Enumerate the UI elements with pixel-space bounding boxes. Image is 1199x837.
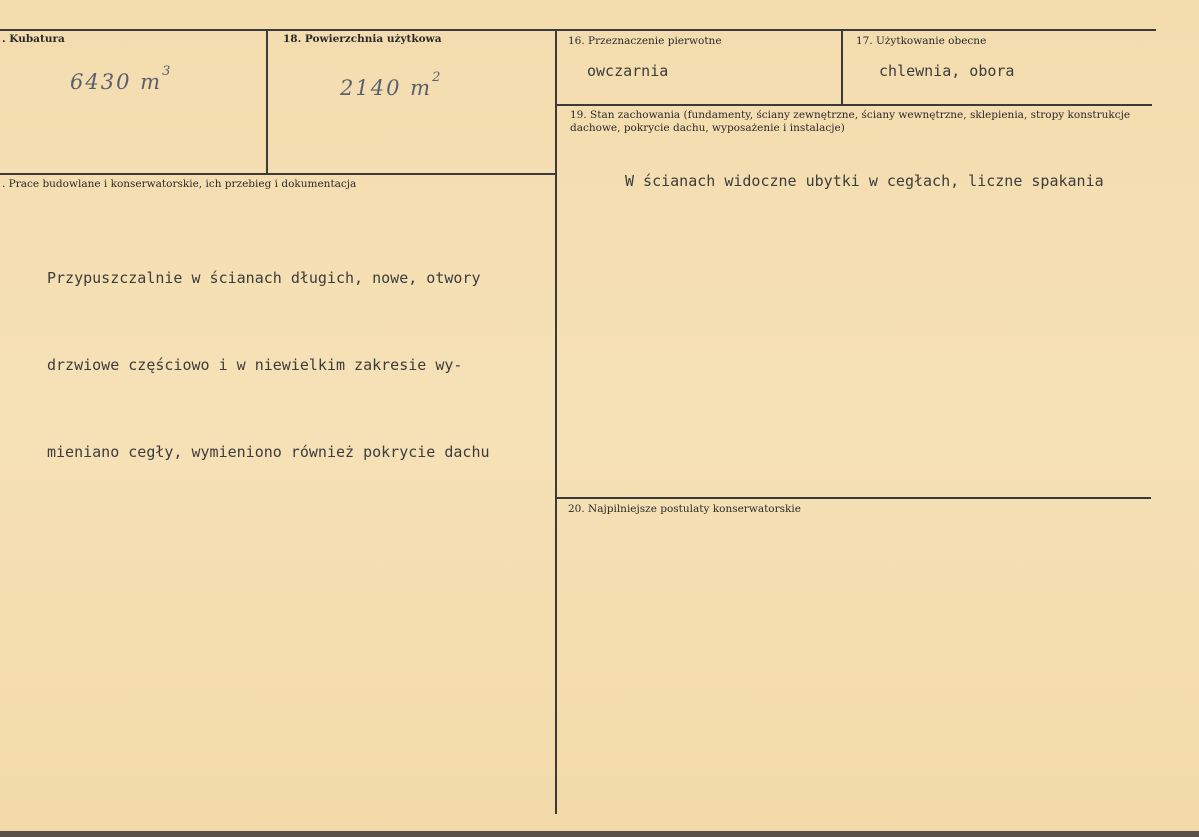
top-rule bbox=[0, 29, 1156, 31]
kubatura-number: 6430 bbox=[70, 70, 132, 94]
przeznaczenie-value: owczarnia bbox=[587, 62, 669, 80]
powierzchnia-value bbox=[340, 70, 441, 100]
postulaty-label: 20. Najpilniejsze postulaty konserwatorskie bbox=[568, 503, 801, 515]
rule-above-postulaty bbox=[555, 497, 1151, 499]
uzytkowanie-label: 17. Użytkowanie obecne bbox=[856, 35, 987, 47]
kubatura-value bbox=[70, 64, 171, 94]
powierzchnia-unit: m bbox=[410, 76, 433, 100]
stan-label: 19. Stan zachowania (fundamenty, ściany zewnętrzne, ściany wewnętrzne, sklepienia, stropy konstrukcje dachowe, pokrycie dachu, wyposażenie i instalacje) bbox=[570, 109, 1131, 134]
przeznaczenie-label: 16. Przeznaczenie pierwotne bbox=[568, 35, 722, 47]
kubatura-exponent: 3 bbox=[162, 64, 171, 79]
stan-value: W ścianach widoczne ubytki w cegłach, liczne spakania bbox=[625, 172, 1104, 190]
prace-line-2: drzwiowe częściowo i w niewielkim zakresie wy- bbox=[47, 356, 463, 374]
uzytkowanie-value: chlewnia, obora bbox=[879, 62, 1015, 80]
card-bottom-edge bbox=[0, 831, 1199, 837]
prace-line-3: mieniano cegły, wymieniono również pokrycie dachu bbox=[47, 443, 490, 461]
divider-main-column bbox=[555, 29, 557, 814]
kubatura-label: . Kubatura bbox=[2, 33, 65, 45]
rule-under-usage bbox=[555, 104, 1152, 106]
divider-kubatura-powierzchnia bbox=[266, 29, 268, 174]
powierzchnia-number: 2140 bbox=[340, 76, 402, 100]
powierzchnia-label: 18. Powierzchnia użytkowa bbox=[283, 33, 442, 45]
divider-przeznaczenie-uzytkowanie bbox=[841, 29, 843, 105]
prace-line-1: Przypuszczalnie w ścianach długich, nowe, otwory bbox=[47, 269, 481, 287]
kubatura-unit: m bbox=[140, 70, 163, 94]
rule-under-kubatura bbox=[0, 173, 557, 175]
powierzchnia-exponent: 2 bbox=[432, 70, 441, 85]
prace-text bbox=[47, 206, 490, 525]
prace-label: . Prace budowlane i konserwatorskie, ich przebieg i dokumentacja bbox=[2, 178, 357, 190]
